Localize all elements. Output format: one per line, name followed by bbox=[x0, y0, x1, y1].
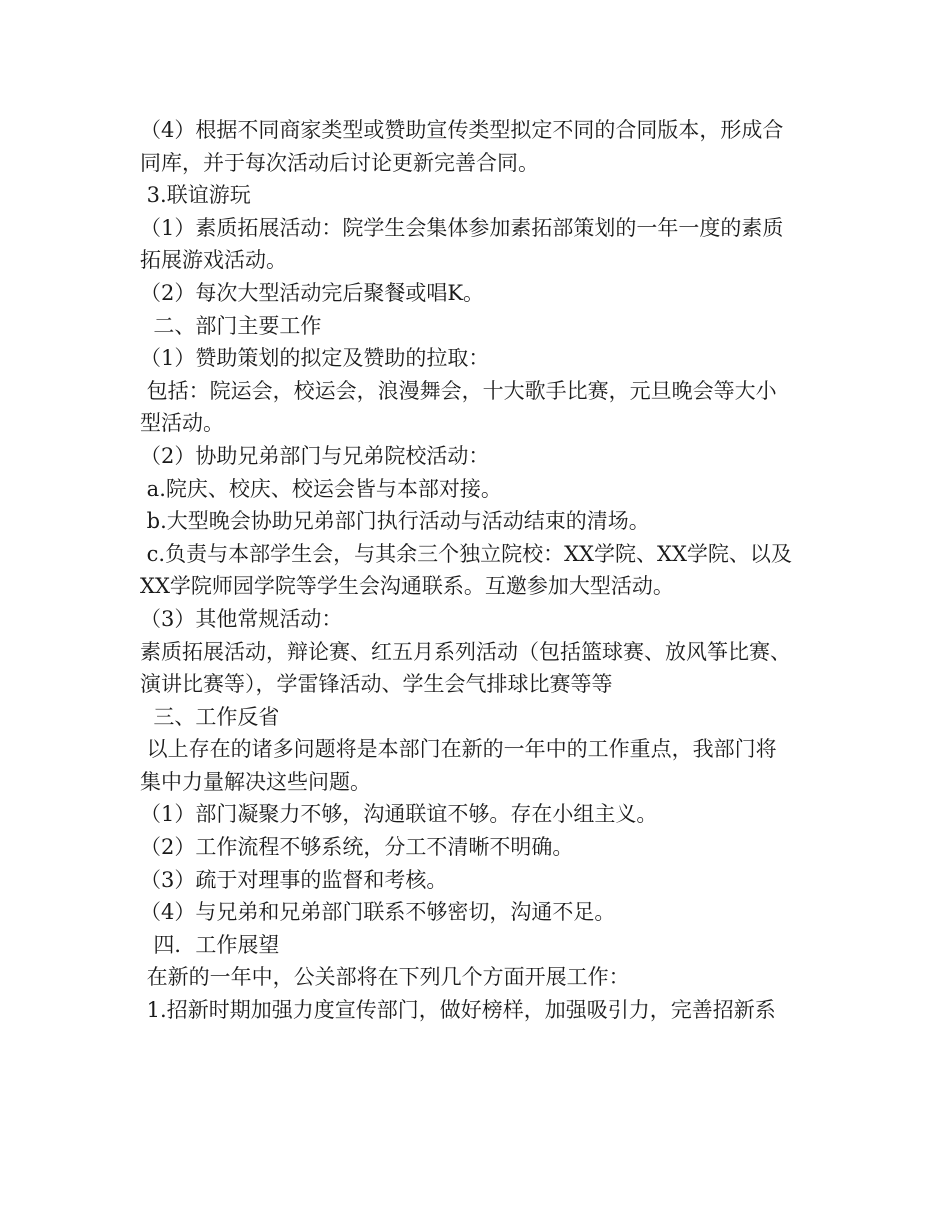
text-line: 同库，并于每次活动后讨论更新完善合同。 bbox=[140, 150, 539, 175]
text-line: （4）根据不同商家类型或赞助宣传类型拟定不同的合同版本，形成合 bbox=[140, 118, 784, 142]
document-body bbox=[140, 114, 820, 1027]
text-line: 演讲比赛等），学雷锋活动、学生会气排球比赛等等 bbox=[140, 672, 613, 697]
text-line: XX学院师园学院等学生会沟通联系。互邀参加大型活动。 bbox=[140, 574, 674, 599]
text-line: （3）疏于对理事的监督和考核。 bbox=[140, 867, 448, 892]
text-line: 四．工作展望 bbox=[140, 932, 280, 957]
text-line: （2）每次大型活动完后聚餐或唱K。 bbox=[140, 280, 485, 305]
text-line: 型活动。 bbox=[140, 411, 224, 436]
text-line: 3.联谊游玩 bbox=[140, 183, 251, 208]
text-line: b.大型晚会协助兄弟部门执行活动与活动结束的清场。 bbox=[140, 509, 650, 534]
text-line: 1.招新时期加强力度宣传部门，做好榜样，加强吸引力，完善招新系 bbox=[140, 998, 776, 1023]
text-line: 二、部门主要工作 bbox=[140, 313, 322, 338]
text-line: （1）赞助策划的拟定及赞助的拉取： bbox=[140, 346, 490, 371]
text-line: （1）素质拓展活动：院学生会集体参加素拓部策划的一年一度的素质 bbox=[140, 215, 784, 240]
text-line: c.负责与本部学生会，与其余三个独立院校：XX学院、XX学院、以及 bbox=[140, 541, 792, 566]
text-line: 包括：院运会，校运会，浪漫舞会，十大歌手比赛，元旦晚会等大小 bbox=[140, 378, 777, 403]
text-line: （3）其他常规活动： bbox=[140, 606, 343, 631]
text-line: 拓展游戏活动。 bbox=[140, 248, 287, 273]
text-line: （4）与兄弟和兄弟部门联系不够密切，沟通不足。 bbox=[140, 900, 616, 925]
text-line: （2）协助兄弟部门与兄弟院校活动： bbox=[140, 443, 490, 468]
text-line: 在新的一年中，公关部将在下列几个方面开展工作： bbox=[140, 965, 630, 990]
text-line: 素质拓展活动，辩论赛、红五月系列活动（包括篮球赛、放风筝比赛、 bbox=[140, 639, 791, 664]
text-line: （2）工作流程不够系统，分工不清晰不明确。 bbox=[140, 835, 574, 860]
text-line: a.院庆、校庆、校运会皆与本部对接。 bbox=[140, 476, 502, 501]
text-line: 集中力量解决这些问题。 bbox=[140, 769, 371, 794]
text-line: 以上存在的诸多问题将是本部门在新的一年中的工作重点，我部门将 bbox=[140, 737, 777, 762]
text-line: （1）部门凝聚力不够，沟通联谊不够。存在小组主义。 bbox=[140, 802, 658, 827]
text-line: 三、工作反省 bbox=[140, 704, 280, 729]
